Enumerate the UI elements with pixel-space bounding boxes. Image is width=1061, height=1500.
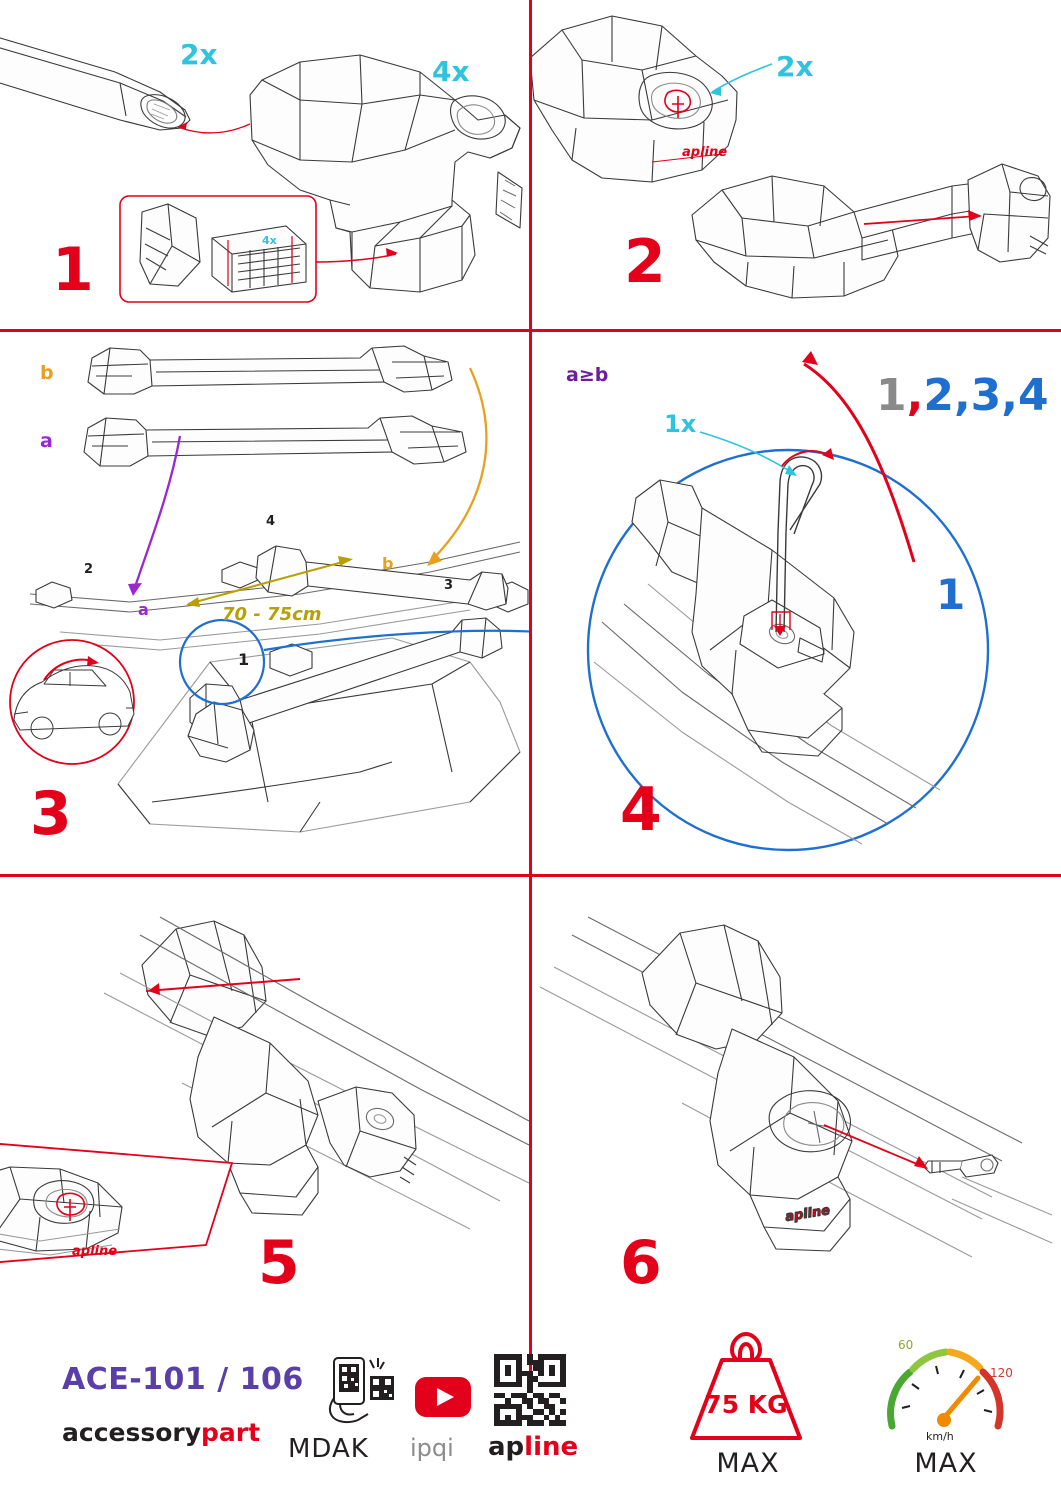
model-code: ACE-101 / 106 bbox=[62, 1362, 304, 1397]
step-3-foot-4-label: 4 bbox=[266, 514, 276, 529]
step-3-panel bbox=[0, 332, 529, 874]
max-load-icon bbox=[682, 1332, 810, 1444]
svg-text:4x: 4x bbox=[262, 234, 277, 247]
brand-accessorypart bbox=[62, 1418, 260, 1447]
step-5-inset bbox=[0, 1139, 232, 1267]
step-3-arrow-a-label: a bbox=[138, 600, 149, 619]
step-4-turn-number: 1 bbox=[936, 570, 966, 619]
max-speed-label: MAX bbox=[914, 1448, 978, 1479]
step-4-panel bbox=[532, 332, 1061, 874]
step-6-panel bbox=[532, 877, 1061, 1317]
step-4-sequence: 1,2,3,4 bbox=[876, 370, 1049, 421]
sequence-1: 1 bbox=[876, 370, 907, 421]
step-5-number: 5 bbox=[258, 1228, 299, 1298]
step-3-distance-label: 70 - 75cm bbox=[222, 604, 322, 625]
step-2-number: 2 bbox=[624, 227, 665, 297]
max-load-value: 75 KG bbox=[704, 1390, 788, 1419]
brand-apline bbox=[488, 1432, 578, 1462]
step-4-tool-qty: 1x bbox=[664, 410, 697, 438]
step-5-panel bbox=[0, 877, 529, 1317]
svg-text:apline: apline bbox=[784, 1203, 832, 1225]
step-3-illustration bbox=[0, 332, 529, 874]
max-load-label: MAX bbox=[716, 1448, 780, 1479]
step-2-qty-lock: 2x bbox=[776, 50, 814, 83]
brand-apline-part2: line bbox=[524, 1432, 579, 1462]
step-3-foot-1-label: 1 bbox=[238, 650, 250, 669]
brand-ipqi: ipqi bbox=[410, 1434, 454, 1462]
brand-apline-part1: ap bbox=[488, 1432, 525, 1462]
step-3-foot-2-label: 2 bbox=[84, 562, 94, 577]
svg-text:apline: apline bbox=[72, 1244, 118, 1259]
step-4-number: 4 bbox=[620, 775, 661, 845]
step-3-bar-a-label: a bbox=[40, 430, 53, 452]
brand-mdak: MDAK bbox=[288, 1434, 369, 1464]
speed-tick-low: 60 bbox=[898, 1338, 914, 1352]
step-1-qty-foot: 4x bbox=[432, 55, 470, 88]
step-3-arrow-b-label: b bbox=[382, 554, 394, 573]
step-6-number: 6 bbox=[620, 1228, 661, 1298]
step-6-illustration bbox=[532, 877, 1061, 1317]
scan-phone-icon bbox=[320, 1354, 398, 1432]
footer bbox=[0, 1330, 1061, 1500]
step-3-compare-label: a≥b bbox=[566, 364, 609, 386]
step-1-qty-bar: 2x bbox=[180, 38, 218, 71]
qr-code bbox=[494, 1354, 566, 1426]
svg-text:apline: apline bbox=[682, 145, 728, 160]
step-2-panel bbox=[532, 0, 1061, 329]
brand-accessorypart-part2: part bbox=[201, 1418, 261, 1447]
step-3-foot-3-label: 3 bbox=[444, 578, 454, 593]
speed-tick-high: 120 bbox=[990, 1366, 1013, 1380]
step-3-bar-b-label: b bbox=[40, 362, 54, 384]
step-3-number: 3 bbox=[30, 779, 71, 849]
step-1-number: 1 bbox=[52, 235, 93, 305]
youtube-icon[interactable] bbox=[414, 1376, 472, 1418]
sequence-rest: 2,3,4 bbox=[923, 370, 1049, 421]
speed-unit: km/h bbox=[926, 1430, 954, 1443]
brand-accessorypart-part1: accessory bbox=[62, 1418, 202, 1447]
step-1-panel bbox=[0, 0, 529, 329]
